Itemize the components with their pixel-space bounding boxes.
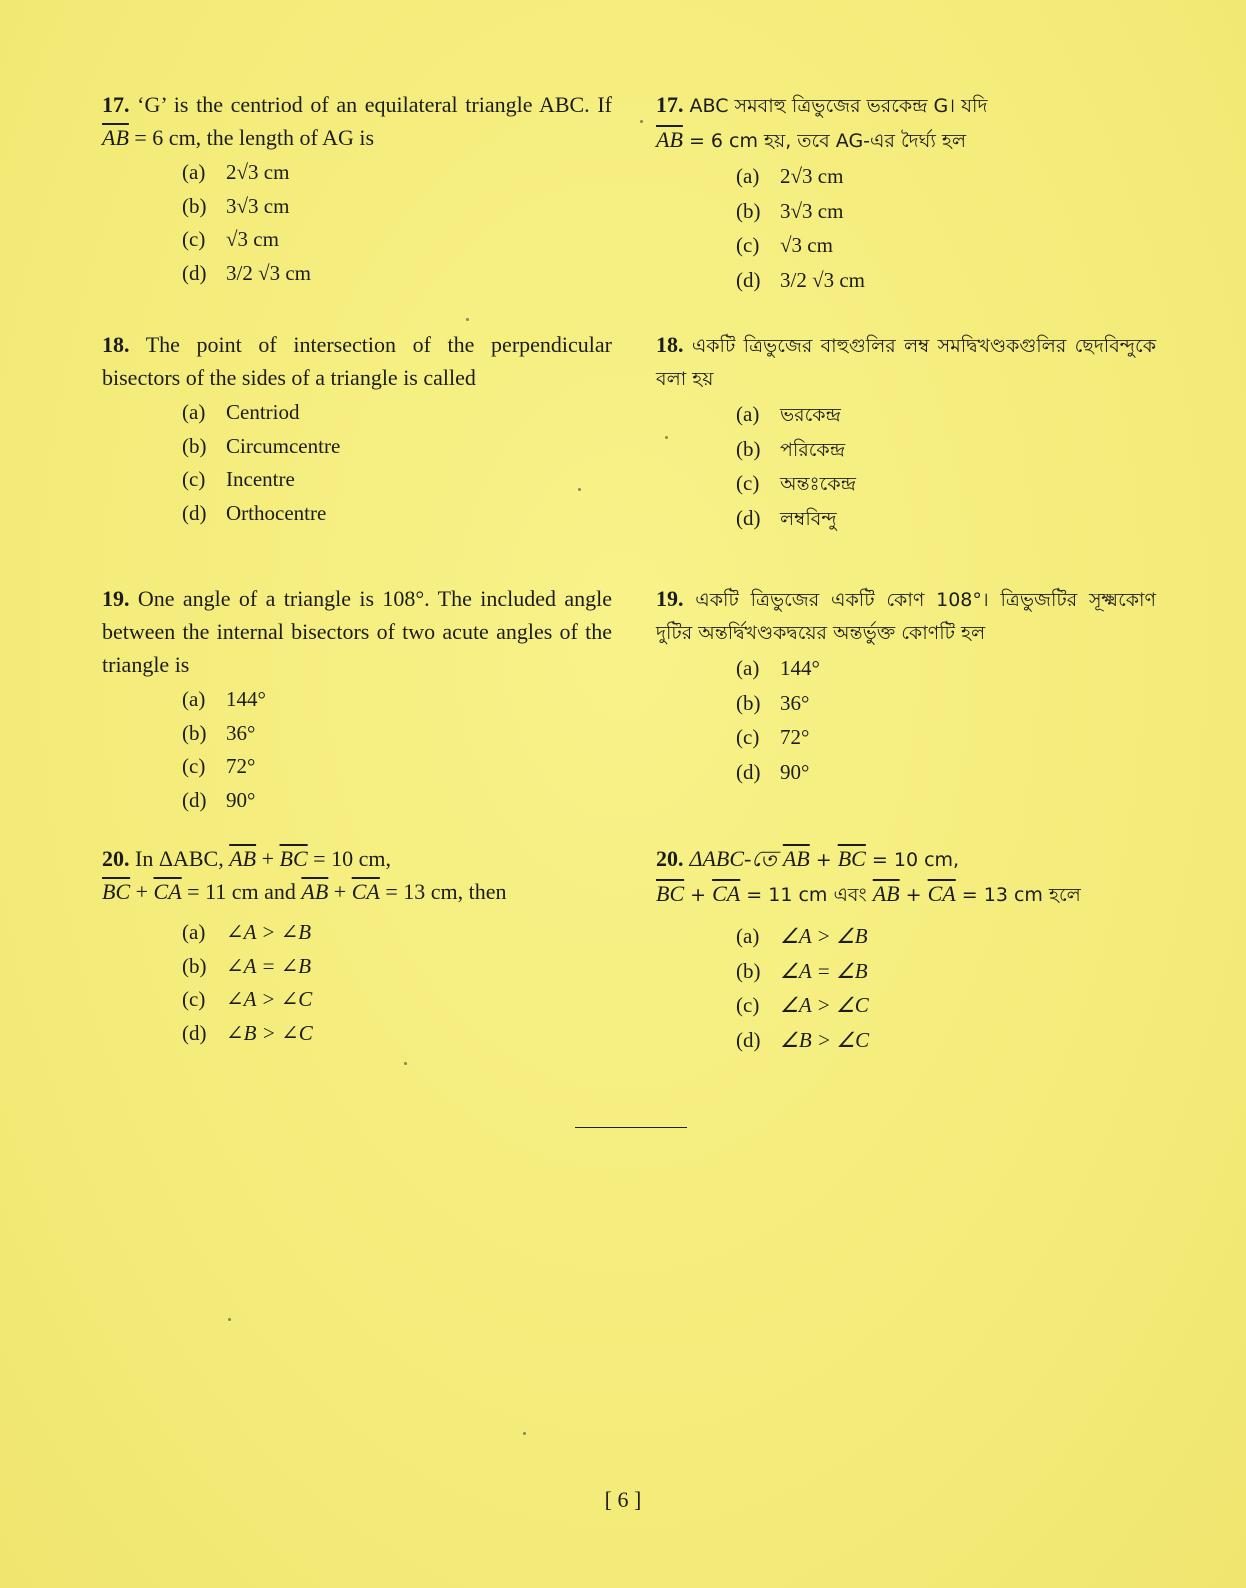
- option-c: (c) অন্তঃকেন্দ্র: [736, 471, 856, 495]
- question-number: 19.: [102, 586, 130, 611]
- paper-speck: [640, 120, 643, 123]
- option-c: (c) √3 cm: [736, 233, 833, 257]
- option-a: (a) 144°: [736, 656, 820, 680]
- option-list: [736, 920, 1156, 1058]
- question-17-en: [102, 88, 612, 290]
- paper-speck: [466, 318, 469, 321]
- question-17-bn: [656, 88, 1156, 298]
- option-b: (b) 3√3 cm: [736, 198, 844, 223]
- option-b: (b) 36°: [736, 690, 810, 715]
- option-list: [736, 652, 1156, 790]
- option-c: (c) √3 cm: [182, 227, 279, 251]
- option-b: (b) 3√3 cm: [182, 193, 290, 218]
- option-b: (b) ∠A = ∠B: [182, 953, 312, 978]
- option-c: (c) 72°: [736, 725, 810, 749]
- option-a: (a) 2√3 cm: [736, 164, 844, 188]
- option-a: (a) 144°: [182, 687, 266, 711]
- question-stem: 20. In ΔABC, $\overline{AB} + \overline{BC} = 10$ cm, $\overline{BC} + \overline{CA} = 11$ cm and $\overline{AB} + \overline{CA} = 13$ cm, then: [102, 846, 507, 904]
- question-20-bn: [656, 842, 1156, 1058]
- option-b: (b) 36°: [182, 720, 256, 745]
- end-rule: [575, 1127, 687, 1128]
- option-list: [182, 156, 612, 290]
- question-number: 18.: [102, 332, 130, 357]
- option-a: (a) ∠A > ∠B: [736, 924, 868, 948]
- paper-speck: [578, 488, 581, 491]
- question-stem: 20. ΔABC-তে $\overline{AB} + \overline{BC} = 10$ cm, $\overline{BC} + \overline{CA} = 11$ cm এবং $\overline{AB} + \overline{CA} = 13$ cm হলে: [656, 846, 1081, 906]
- option-a: (a) ভরকেন্দ্র: [736, 402, 841, 426]
- option-list: [182, 396, 612, 530]
- option-d: (d) 3/2 √3 cm: [182, 260, 312, 285]
- option-d: (d) 3/2 √3 cm: [736, 267, 866, 292]
- option-b: (b) পরিকেন্দ্র: [736, 436, 846, 461]
- option-a: (a) ∠A > ∠B: [182, 920, 312, 944]
- question-number: 17.: [102, 92, 130, 117]
- question-18-bn: [656, 328, 1156, 536]
- option-c: (c) Incentre: [182, 467, 295, 491]
- option-d: (d) ∠B > ∠C: [182, 1020, 313, 1045]
- question-stem: 17. ‘G’ is the centriod of an equilateral triangle ABC. If $\overline{AB} = 6$ cm, the length of AG is: [102, 92, 612, 150]
- option-b: (b) Circumcentre: [182, 433, 341, 458]
- option-d: (d) ∠B > ∠C: [736, 1027, 870, 1052]
- question-19-en: [102, 582, 612, 817]
- option-b: (b) ∠A = ∠B: [736, 958, 868, 983]
- question-stem: 19. One angle of a triangle is 108°. The included angle between the internal bisectors of two acute angles of the triangle is: [102, 586, 612, 677]
- option-list: [736, 160, 1156, 298]
- option-c: (c) ∠A > ∠C: [182, 987, 313, 1011]
- question-stem: 17. ABC সমবাহু ত্রিভুজের ভরকেন্দ্র G। যদি $\overline{AB} = 6$ cm হয়, তবে AG-এর দৈর্ঘ্য হল: [656, 92, 988, 152]
- option-list: [182, 916, 612, 1050]
- question-20-en: [102, 842, 612, 1050]
- page-number: [ 6 ]: [604, 1487, 642, 1512]
- question-stem: 18. একটি ত্রিভুজের বাহুগুলির লম্ব সমদ্বিখণ্ডকগুলির ছেদবিন্দুকে বলা হয়: [656, 332, 1156, 390]
- question-number: 20.: [656, 846, 684, 871]
- option-d: (d) লম্ববিন্দু: [736, 505, 837, 530]
- question-number: 18.: [656, 332, 684, 357]
- option-list: [182, 683, 612, 817]
- option-d: (d) 90°: [182, 787, 256, 812]
- option-d: (d) Orthocentre: [182, 500, 327, 525]
- question-stem: 19. একটি ত্রিভুজের একটি কোণ 108°। ত্রিভুজটির সূক্ষ্মকোণ দুটির অন্তর্দ্বিখণ্ডকদ্বয়ের অন্তর্ভুক্ত কোণটি হল: [656, 586, 1156, 644]
- segment-ab: $\overline{AB}$: [102, 125, 129, 150]
- option-c: (c) 72°: [182, 754, 256, 778]
- paper-speck: [523, 1432, 526, 1435]
- paper-speck: [665, 436, 668, 439]
- option-a: (a) 2√3 cm: [182, 160, 290, 184]
- question-18-en: [102, 328, 612, 530]
- question-stem: 18. The point of intersection of the perpendicular bisectors of the sides of a triangle is called: [102, 332, 612, 390]
- option-d: (d) 90°: [736, 759, 810, 784]
- question-number: 19.: [656, 586, 684, 611]
- option-c: (c) ∠A > ∠C: [736, 993, 869, 1017]
- option-a: (a) Centriod: [182, 400, 300, 424]
- question-19-bn: [656, 582, 1156, 790]
- paper-speck: [228, 1318, 231, 1321]
- option-list: [736, 398, 1156, 536]
- question-number: 20.: [102, 846, 130, 871]
- question-number: 17.: [656, 92, 684, 117]
- paper-speck: [404, 1062, 407, 1065]
